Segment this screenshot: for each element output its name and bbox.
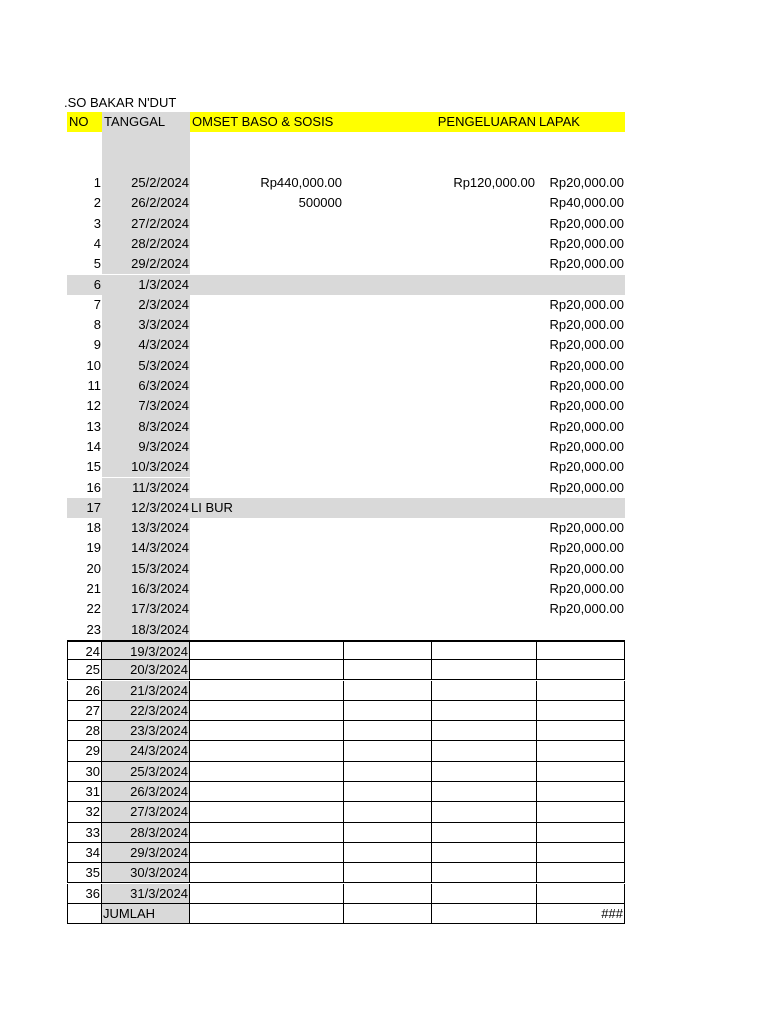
row-lapak — [537, 701, 625, 721]
row-pengeluaran — [432, 782, 537, 802]
row-no: 33 — [67, 823, 102, 843]
row-omset — [190, 599, 344, 619]
row-lapak — [537, 762, 625, 782]
row-omset — [190, 802, 344, 822]
row-date: 1/3/2024 — [102, 275, 190, 295]
row-no: 6 — [93, 276, 101, 292]
row-no: 27 — [67, 701, 102, 721]
row-omset — [190, 457, 344, 477]
row-no: 23 — [86, 621, 101, 637]
row-date: 21/3/2024 — [102, 681, 190, 701]
row-pengeluaran — [432, 701, 537, 721]
table-row — [67, 376, 625, 396]
row-pengeluaran — [432, 762, 537, 782]
row-omset — [190, 417, 344, 437]
row-omset — [190, 660, 344, 680]
row-lapak: Rp20,000.00 — [549, 296, 624, 312]
row-lapak: Rp20,000.00 — [549, 540, 624, 556]
row-no: 13 — [86, 418, 101, 434]
row-omset — [190, 315, 344, 335]
row-blank — [344, 275, 432, 295]
row-pengeluaran — [432, 681, 537, 701]
row-blank — [344, 782, 432, 802]
row-pengeluaran — [432, 620, 537, 640]
row-no: 16 — [86, 479, 101, 495]
row-omset — [190, 620, 344, 640]
row-date: 19/3/2024 — [102, 640, 190, 660]
row-date: 24/3/2024 — [102, 741, 190, 761]
total-omset — [190, 904, 344, 924]
row-lapak: Rp40,000.00 — [549, 195, 624, 211]
row-no: 35 — [67, 863, 102, 883]
row-omset — [190, 518, 344, 538]
row-blank — [344, 823, 432, 843]
row-blank — [344, 802, 432, 822]
table-row — [67, 193, 625, 213]
row-pengeluaran — [432, 417, 537, 437]
row-date: 29/2/2024 — [102, 254, 190, 274]
row-lapak — [537, 782, 625, 802]
row-lapak: Rp20,000.00 — [549, 215, 624, 231]
row-lapak: Rp20,000.00 — [549, 418, 624, 434]
row-date: 2/3/2024 — [102, 295, 190, 315]
row-lapak — [537, 640, 625, 660]
row-date: 31/3/2024 — [102, 884, 190, 904]
row-no: 14 — [86, 438, 101, 454]
row-omset — [190, 275, 344, 295]
row-no: 24 — [67, 640, 102, 660]
row-no: 10 — [86, 357, 101, 373]
row-no: 12 — [86, 398, 101, 414]
row-lapak: Rp20,000.00 — [549, 438, 624, 454]
row-no: 11 — [87, 378, 101, 393]
table-row — [67, 863, 625, 883]
row-pengeluaran — [432, 214, 537, 234]
row-omset — [190, 559, 344, 579]
total-lapak: ### — [537, 904, 625, 924]
row-pengeluaran — [432, 863, 537, 883]
row-omset — [190, 437, 344, 457]
row-date: 12/3/2024 — [102, 498, 190, 518]
row-no: 34 — [67, 843, 102, 863]
row-blank — [344, 538, 432, 558]
row-lapak: Rp20,000.00 — [549, 520, 624, 536]
row-date: 9/3/2024 — [102, 437, 190, 457]
row-no: 3 — [93, 215, 101, 231]
row-date: 25/3/2024 — [102, 762, 190, 782]
header-pengeluaran: PENGELUARAN — [437, 114, 536, 129]
row-pengeluaran — [432, 538, 537, 558]
row-blank — [344, 457, 432, 477]
table-row — [67, 701, 625, 721]
row-pengeluaran — [432, 599, 537, 619]
row-lapak: Rp20,000.00 — [549, 479, 624, 495]
row-date: 30/3/2024 — [102, 863, 190, 883]
row-omset — [190, 335, 344, 355]
row-blank — [344, 620, 432, 640]
row-lapak — [537, 620, 625, 640]
table-row — [67, 396, 625, 416]
table-row — [67, 518, 625, 538]
table-row — [67, 599, 625, 619]
row-blank — [344, 234, 432, 254]
row-pengeluaran — [432, 335, 537, 355]
row-omset — [190, 538, 344, 558]
row-date: 10/3/2024 — [102, 457, 190, 477]
row-blank — [344, 335, 432, 355]
row-blank — [344, 356, 432, 376]
table-row — [67, 559, 625, 579]
row-no: 22 — [86, 601, 101, 617]
table-row — [67, 681, 625, 701]
row-blank — [344, 843, 432, 863]
row-pengeluaran — [432, 396, 537, 416]
row-blank — [344, 254, 432, 274]
row-no: 9 — [93, 337, 101, 353]
row-no: 32 — [67, 802, 102, 822]
row-pengeluaran — [432, 376, 537, 396]
row-blank — [344, 701, 432, 721]
row-lapak — [537, 802, 625, 822]
row-omset — [190, 782, 344, 802]
row-pengeluaran — [432, 478, 537, 498]
row-blank — [344, 681, 432, 701]
row-lapak — [537, 681, 625, 701]
row-no: 31 — [67, 782, 102, 802]
sheet-title: .SO BAKAR N'DUT — [64, 95, 177, 110]
row-no: 18 — [86, 520, 101, 536]
row-omset — [190, 640, 344, 660]
row-blank — [344, 315, 432, 335]
row-blank — [344, 376, 432, 396]
row-pengeluaran — [432, 843, 537, 863]
table-row — [67, 802, 625, 822]
table-row — [67, 579, 625, 599]
row-blank — [344, 417, 432, 437]
header-no: NO — [69, 114, 89, 129]
row-omset — [190, 721, 344, 741]
row-no: 29 — [67, 741, 102, 761]
row-pengeluaran — [432, 254, 537, 274]
row-lapak: Rp20,000.00 — [549, 459, 624, 475]
row-blank — [344, 518, 432, 538]
table-row — [67, 782, 625, 802]
table-row — [67, 457, 625, 477]
row-blank — [344, 762, 432, 782]
row-omset — [190, 823, 344, 843]
row-blank — [344, 579, 432, 599]
row-date: 15/3/2024 — [102, 559, 190, 579]
row-pengeluaran: Rp120,000.00 — [453, 175, 535, 190]
table-row — [67, 721, 625, 741]
table-row — [67, 437, 625, 457]
row-no: 4 — [93, 235, 101, 251]
header-lapak: LAPAK — [539, 114, 580, 129]
row-blank — [344, 173, 432, 193]
row-lapak — [537, 741, 625, 761]
table-row — [67, 823, 625, 843]
row-blank — [344, 884, 432, 904]
row-omset — [190, 884, 344, 904]
row-omset — [190, 254, 344, 274]
row-omset — [190, 234, 344, 254]
row-omset — [190, 762, 344, 782]
row-pengeluaran — [432, 884, 537, 904]
header-omset: OMSET BASO & SOSIS — [192, 114, 334, 129]
table-row — [67, 741, 625, 761]
header-row — [67, 112, 625, 132]
row-lapak — [537, 275, 625, 295]
row-date: 27/3/2024 — [102, 802, 190, 822]
row-blank — [344, 437, 432, 457]
row-lapak: Rp20,000.00 — [549, 560, 624, 576]
row-lapak — [537, 721, 625, 741]
row-omset — [190, 843, 344, 863]
row-blank — [344, 863, 432, 883]
row-date: 13/3/2024 — [102, 518, 190, 538]
row-date: 6/3/2024 — [102, 376, 190, 396]
row-blank — [344, 396, 432, 416]
row-lapak — [537, 843, 625, 863]
row-omset — [190, 741, 344, 761]
row-blank — [344, 214, 432, 234]
row-lapak: Rp20,000.00 — [549, 398, 624, 414]
row-no: 30 — [67, 762, 102, 782]
table-row — [67, 843, 625, 863]
row-date: 14/3/2024 — [102, 538, 190, 558]
row-lapak: Rp20,000.00 — [549, 317, 624, 333]
row-date: 20/3/2024 — [102, 660, 190, 680]
row-blank — [344, 559, 432, 579]
row-blank — [344, 640, 432, 660]
total-label: JUMLAH — [102, 904, 190, 924]
row-date: 28/3/2024 — [102, 823, 190, 843]
row-pengeluaran — [432, 518, 537, 538]
date-column-spacer — [102, 132, 190, 173]
row-omset — [190, 681, 344, 701]
row-pengeluaran — [432, 660, 537, 680]
row-omset — [190, 356, 344, 376]
row-date: 7/3/2024 — [102, 396, 190, 416]
row-no: 7 — [93, 296, 101, 312]
row-no: 15 — [86, 459, 101, 475]
table-row — [67, 498, 625, 518]
row-lapak: Rp20,000.00 — [549, 601, 624, 617]
row-pengeluaran — [432, 640, 537, 660]
table-row — [67, 620, 625, 640]
row-omset: Rp440,000.00 — [260, 175, 342, 190]
row-pengeluaran — [432, 295, 537, 315]
row-lapak: Rp20,000.00 — [549, 256, 624, 272]
row-omset — [190, 579, 344, 599]
row-blank — [344, 599, 432, 619]
table-row — [67, 214, 625, 234]
row-date: 27/2/2024 — [102, 214, 190, 234]
row-date: 26/2/2024 — [102, 193, 190, 213]
row-pengeluaran — [432, 234, 537, 254]
row-pengeluaran — [432, 823, 537, 843]
row-no: 20 — [86, 560, 101, 576]
table-row — [67, 640, 625, 660]
row-no: 36 — [67, 884, 102, 904]
row-no: 28 — [67, 721, 102, 741]
row-pengeluaran — [432, 193, 537, 213]
row-date: 18/3/2024 — [102, 620, 190, 640]
row-pengeluaran — [432, 559, 537, 579]
row-note: LI BUR — [191, 499, 233, 515]
row-pengeluaran — [432, 498, 537, 518]
row-lapak — [537, 863, 625, 883]
row-date: 16/3/2024 — [102, 579, 190, 599]
row-pengeluaran — [432, 356, 537, 376]
row-no: 5 — [93, 256, 101, 272]
row-blank — [344, 295, 432, 315]
row-blank — [344, 660, 432, 680]
table-row — [67, 538, 625, 558]
table-row — [67, 254, 625, 274]
row-omset — [190, 478, 344, 498]
row-omset — [190, 214, 344, 234]
table-row — [67, 660, 625, 680]
row-blank — [344, 498, 432, 518]
row-lapak: Rp20,000.00 — [549, 581, 624, 596]
row-no: 17 — [86, 499, 101, 515]
row-lapak: Rp20,000.00 — [549, 337, 624, 353]
row-date: 29/3/2024 — [102, 843, 190, 863]
table-row — [67, 234, 625, 254]
total-no — [67, 904, 102, 924]
row-blank — [344, 478, 432, 498]
row-no: 25 — [67, 660, 102, 680]
row-pengeluaran — [432, 579, 537, 599]
table-row — [67, 315, 625, 335]
row-omset — [190, 396, 344, 416]
row-no: 1 — [93, 175, 101, 190]
table-row — [67, 275, 625, 295]
row-lapak — [537, 823, 625, 843]
row-date: 4/3/2024 — [102, 335, 190, 355]
row-pengeluaran — [432, 721, 537, 741]
row-date: 3/3/2024 — [102, 315, 190, 335]
row-date: 17/3/2024 — [102, 599, 190, 619]
table-row — [67, 762, 625, 782]
row-no: 2 — [93, 195, 101, 211]
row-date: 25/2/2024 — [102, 173, 190, 193]
table-row — [67, 335, 625, 355]
row-omset — [190, 295, 344, 315]
row-pengeluaran — [432, 802, 537, 822]
row-date: 8/3/2024 — [102, 417, 190, 437]
row-blank — [344, 741, 432, 761]
table-row — [67, 356, 625, 376]
row-pengeluaran — [432, 275, 537, 295]
row-lapak: Rp20,000.00 — [549, 175, 624, 190]
table-row — [67, 173, 625, 193]
row-omset — [190, 863, 344, 883]
row-no: 26 — [67, 681, 102, 701]
row-lapak — [537, 498, 625, 518]
row-lapak: Rp20,000.00 — [549, 357, 624, 373]
row-lapak — [537, 884, 625, 904]
row-no: 8 — [93, 317, 101, 333]
row-pengeluaran — [432, 741, 537, 761]
table-row — [67, 417, 625, 437]
row-lapak: Rp20,000.00 — [549, 235, 624, 251]
row-no: 19 — [86, 540, 101, 556]
row-pengeluaran — [432, 315, 537, 335]
row-no: 21 — [86, 581, 101, 596]
row-lapak — [537, 660, 625, 680]
header-tanggal: TANGGAL — [102, 112, 190, 132]
row-lapak: Rp20,000.00 — [549, 378, 624, 393]
row-date: 22/3/2024 — [102, 701, 190, 721]
row-date: 5/3/2024 — [102, 356, 190, 376]
table-row — [67, 478, 625, 498]
row-pengeluaran — [432, 437, 537, 457]
row-omset — [190, 376, 344, 396]
total-pengeluaran — [432, 904, 537, 924]
table-row — [67, 884, 625, 904]
row-omset — [190, 701, 344, 721]
row-omset: 500000 — [298, 195, 342, 211]
table-row — [67, 295, 625, 315]
row-date: 28/2/2024 — [102, 234, 190, 254]
total-blank — [344, 904, 432, 924]
row-date: 26/3/2024 — [102, 782, 190, 802]
total-row — [67, 904, 625, 924]
row-date: 11/3/2024 — [102, 478, 190, 498]
row-blank — [344, 721, 432, 741]
row-date: 23/3/2024 — [102, 721, 190, 741]
row-blank — [344, 193, 432, 213]
row-pengeluaran — [432, 457, 537, 477]
